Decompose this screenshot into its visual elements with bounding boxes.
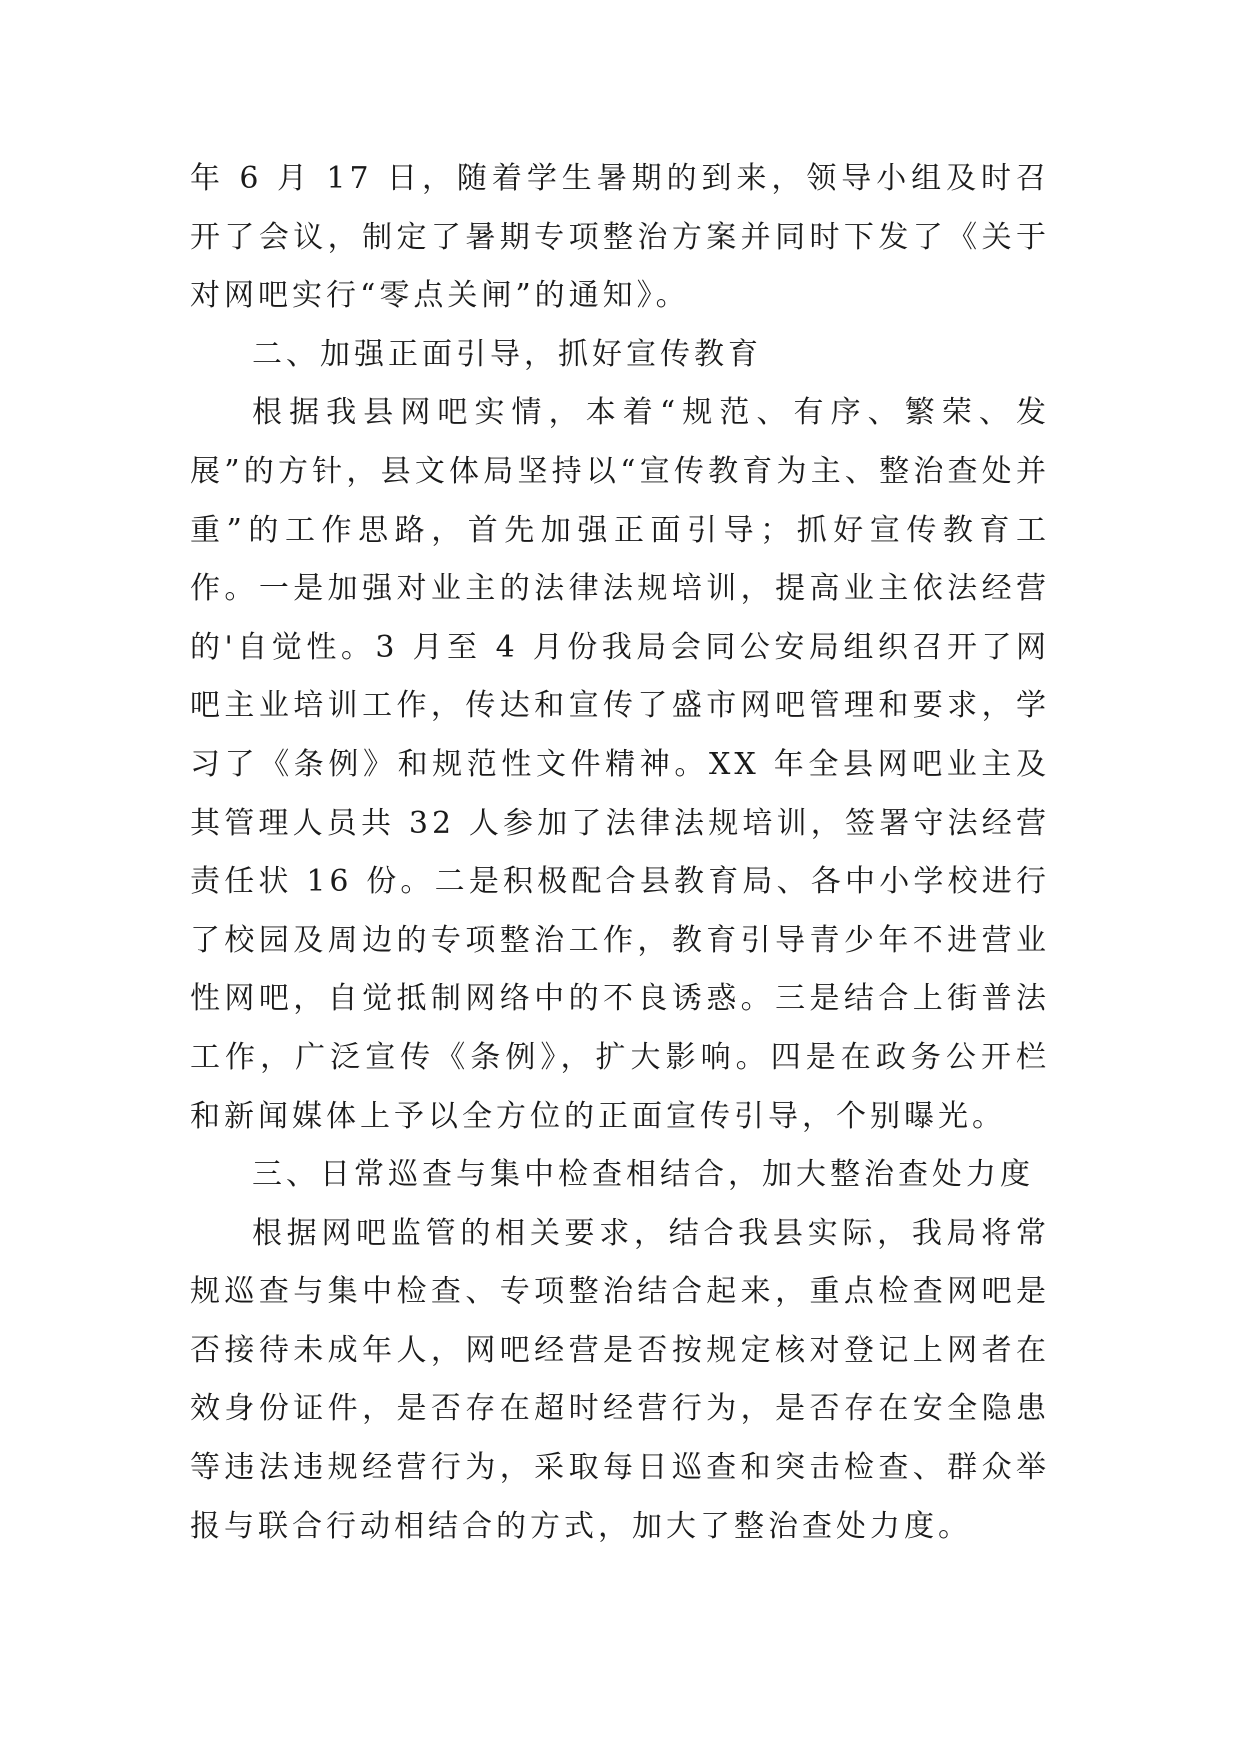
paragraph-propaganda: 根据我县网吧实情，本着“规范、有序、繁荣、发展”的方针，县文体局坚持以“宣传教育为主、整治查处并重”的工作思路，首先加强正面引导；抓好宣传教育工作。一是加强对业主的法律法规培训，提高业主依法经营的'自觉性。3 月至 4 月份我局会同公安局组织召开了网吧主业培训工作，传达和宣传了盛市网吧管理和要求，学习了《条例》和规范性文件精神。XX 年全县网吧业主及其管理人员共 32 人参加了法律法规培训，签署守法经营责任状 16 份。二是积极配合县教育局、各中小学校进行了校园及周边的专项整治工作，教育引导青少年不进营业性网吧，自觉抵制网络中的不良诱惑。三是结合上街普法工作，广泛宣传《条例》，扩大影响。四是在政务公开栏和新闻媒体上予以全方位的正面宣传引导，个别曝光。 <box>190 395 1050 1134</box>
paragraph-continuation: 年 6 月 17 日，随着学生暑期的到来，领导小组及时召开了会议，制定了暑期专项整治方案并同时下发了《关于对网吧实行“零点关闸”的通知》。 <box>190 161 1050 314</box>
section-heading-2: 二、加强正面引导，抓好宣传教育 <box>252 336 762 372</box>
paragraph-inspection: 根据网吧监管的相关要求，结合我县实际，我局将常规巡查与集中检查、专项整治结合起来，重点检查网吧是否接待未成年人，网吧经营是否按规定核对登记上网者在效身份证件，是否存在超时经营行为，是否存在安全隐患等违法违规经营行为，采取每日巡查和突击检查、群众举报与联合行动相结合的方式，加大了整治查处力度。 <box>190 1215 1050 1544</box>
section-heading-3: 三、日常巡查与集中检查相结合，加大整治查处力度 <box>252 1157 1034 1193</box>
document-body <box>190 150 1050 1556</box>
